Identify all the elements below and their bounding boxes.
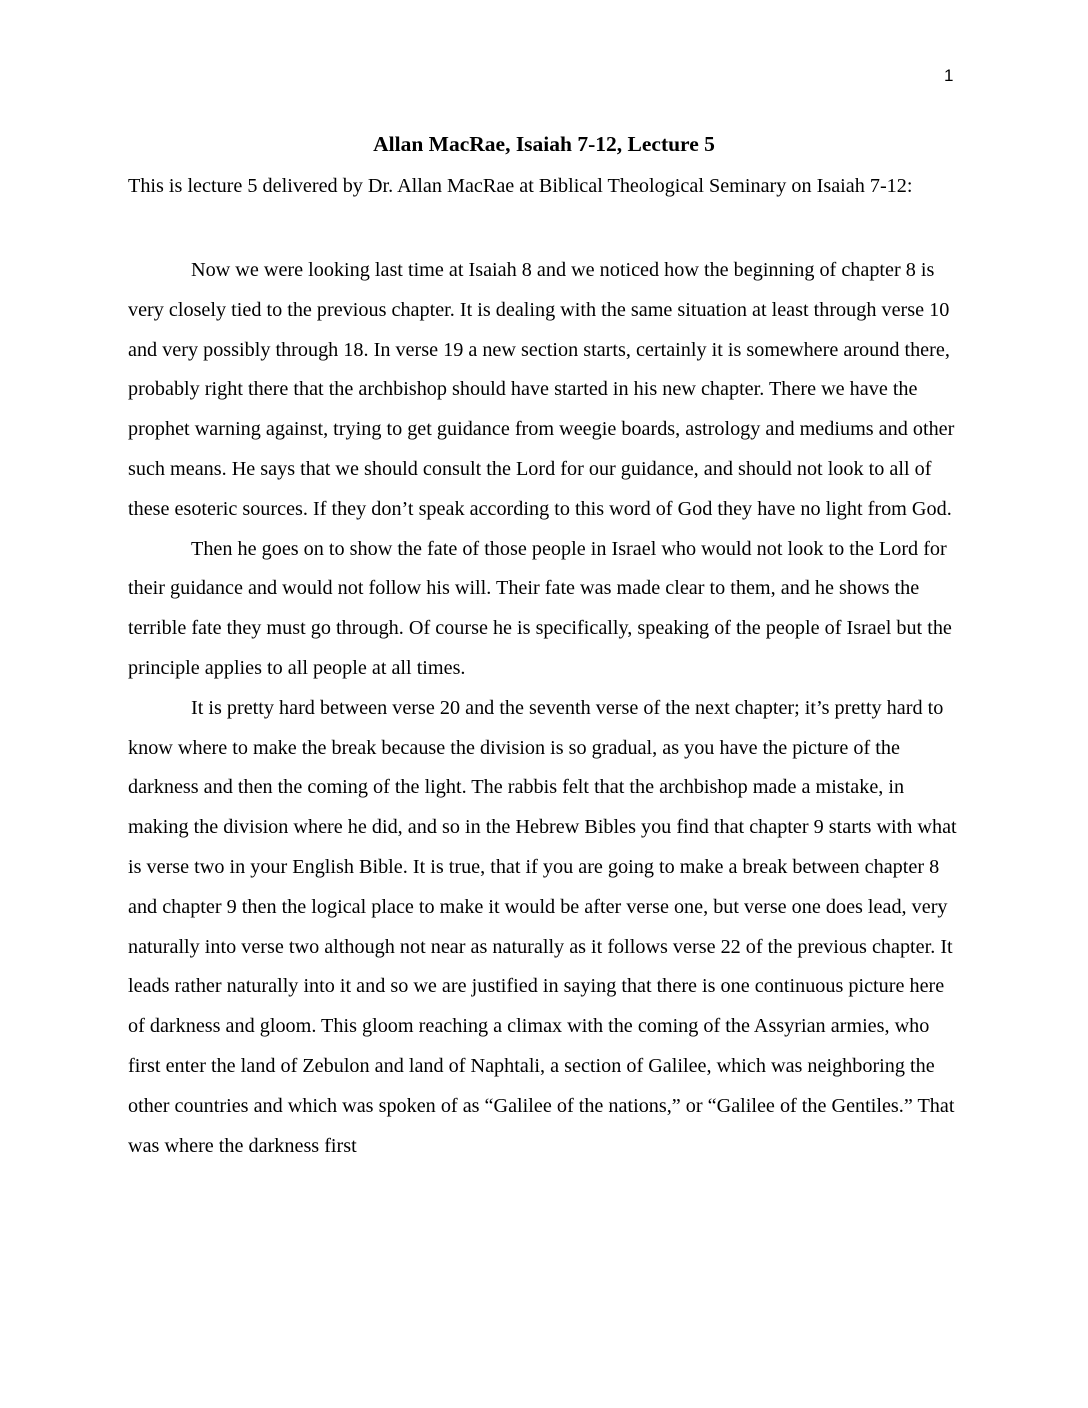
- paragraph: Now we were looking last time at Isaiah 8 and we noticed how the beginning of chapter 8 is very closely tied to the previous chapter. It is dealing with the same situation at least through verse 10 and very possibly through 18. In verse 19 a new section starts, certainly it is somewhere around there, probably right there that the archbishop should have started in his new chapter. There we have the prophet warning against, trying to get guidance from weegie boards, astrology and mediums and other such means. He says that we should consult the Lord for our guidance, and should not look to all of these esoteric sources. If they don’t speak according to this word of God they have no light from God.: [128, 259, 955, 520]
- paragraph: It is pretty hard between verse 20 and the seventh verse of the next chapter; it’s pretty hard to know where to make the break because the division is so gradual, as you have the picture of the darkness and then the coming of the light. The rabbis felt that the archbishop made a mistake, in making the division where he did, and so in the Hebrew Bibles you find that chapter 9 starts with what is verse two in your English Bible. It is true, that if you are going to make a break between chapter 8 and chapter 9 then the logical place to make it would be after verse one, but verse one does lead, very naturally into verse two although not near as naturally as it follows verse 22 of the previous chapter. It leads rather naturally into it and so we are justified in saying that there is one continuous picture here of darkness and gloom. This gloom reaching a climax with the coming of the Assyrian armies, who first enter the land of Zebulon and land of Naphtali, a section of Galilee, which was neighboring the other countries and which was spoken of as “Galilee of the nations,” or “Galilee of the Gentiles.” That was where the darkness first: [128, 696, 957, 1157]
- intro-text: This is lecture 5 delivered by Dr. Allan MacRae at Biblical Theological Seminary on Isaiah 7-12:: [128, 175, 913, 197]
- paragraph: Then he goes on to show the fate of those people in Israel who would not look to the Lord for their guidance and would not follow his will. Their fate was made clear to them, and he shows the terrible fate they must go through. Of course he is specifically, speaking of the people of Israel but the principle applies to all people at all times.: [128, 537, 952, 679]
- page-number: 1: [944, 66, 954, 85]
- body-text: [128, 251, 964, 1166]
- page-title: Allan MacRae, Isaiah 7-12, Lecture 5: [373, 132, 715, 156]
